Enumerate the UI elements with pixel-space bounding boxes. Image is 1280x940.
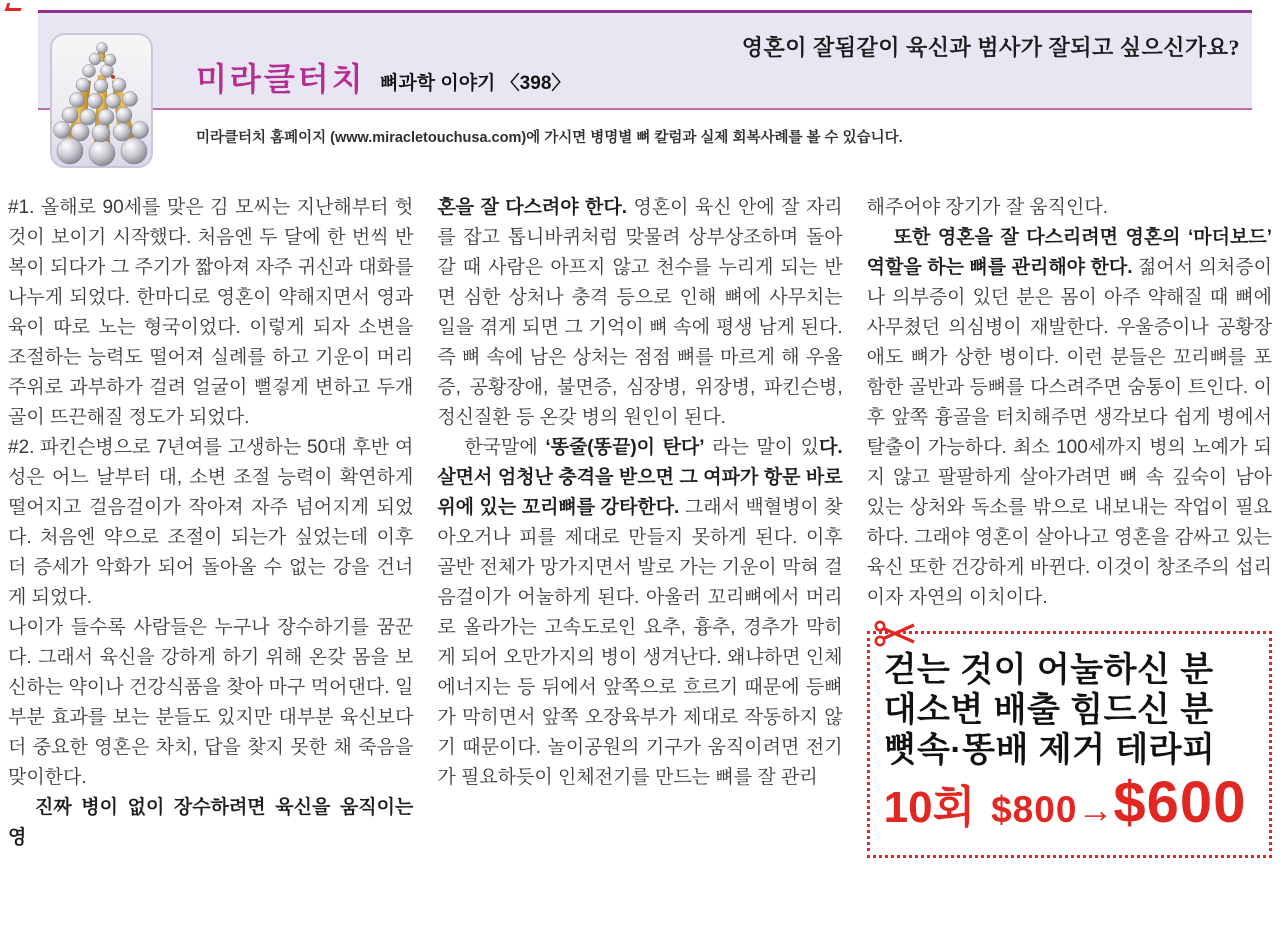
text-run: 나이가 들수록 사람들은 누구나 장수하기를 꿈꾼다. 그래서 육신을 강하게 하기 위해 온갖 몸을 보신하는 약이나 건강식품을 찾아 마구 먹어댄다. 일부분 효과를 보는 분들도 있지만 대부분 육신보다 더 중요한 영혼은 차치, 답을 찾지 못한 채 죽음을 맞이한다. — [8, 617, 414, 788]
bold-text-run: 진짜 병이 없이 장수하려면 육신을 움직이는 영 — [8, 797, 414, 848]
text-run: 해주어야 장기가 잘 움직인다. — [866, 197, 1109, 218]
ad-headline-3: 뼛속·똥배 제거 테라피 — [883, 731, 1216, 769]
article-paragraph — [8, 613, 413, 793]
bold-text-run: 또한 영혼을 잘 다스리려면 영혼의 ‘마더보드’ 역할을 하는 뼈를 관리해야 한다. — [866, 227, 1272, 278]
ad-old-price: $800 — [991, 789, 1078, 830]
bold-text-run: ‘똥줄(똥끝)이 탄다’ — [545, 437, 705, 458]
article-body — [8, 193, 1272, 940]
ad-headline-1: 걷는 것이 어눌하신 분 — [883, 651, 1214, 689]
brand-logo-photo-icon — [50, 33, 153, 168]
ad-session-count: 10회 — [883, 783, 976, 832]
header-tagline: 영혼이 잘됨같이 육신과 범사가 잘되고 싶으신가요? — [741, 35, 1240, 60]
ad-headline-2: 대소변 배출 힘드신 분 — [883, 691, 1214, 729]
article-column-3 — [867, 193, 1272, 940]
header-band — [38, 13, 1252, 110]
text-run: #2. 파킨슨병으로 7년여를 고생하는 50대 후반 여성은 어느 날부터 대, 소변 조절 능력이 확연하게 떨어지고 걸음걸이가 작아져 자주 넘어지게 되었다. 처음엔 약으로 조절이 되는가 싶었는데 이후 더 증세가 악화가 되어 돌아올 수 없는 강을 건너게 되었다. — [8, 437, 414, 608]
article-paragraph — [867, 193, 1272, 223]
text-run: 젊어서 의처증이나 의부증이 있던 분은 몸이 아주 약해질 때 뼈에 사무쳤던 의심병이 재발한다. 우울증이나 공황장애도 뼈가 상한 병이다. 이런 분들은 꼬리뼈를 포함한 골반과 등뼈를 다스려주면 숨통이 트인다. 이후 앞쪽 흉골을 터치해주면 생각보다 쉽게 병에서 탈출이 가능하다. 최소 100세까지 병의 노예가 되지 않고 팔팔하게 살아가려면 뼈 속 깊숙이 남아 있는 상처와 독소를 밖으로 내보내는 작업이 필요하다. 그래야 영혼이 살아나고 영혼을 감싸고 있는 육신 또한 건강하게 바뀐다. 이것이 창조주의 섭리이자 자연의 이치이다. — [866, 257, 1272, 608]
bold-text-run: 혼을 잘 다스려야 한다. — [437, 197, 628, 218]
scissors-icon — [874, 618, 920, 649]
article-paragraph — [8, 193, 413, 433]
article-column-2 — [437, 193, 842, 940]
brand-title: 미라클터치 — [196, 61, 366, 97]
article-paragraph — [8, 433, 413, 613]
article-paragraph — [867, 223, 1272, 613]
article-column-1 — [8, 193, 413, 940]
coupon-ad — [867, 631, 1272, 858]
text-run: 한국말에 — [464, 437, 546, 458]
homepage-note: 미라클터치 홈페이지 (www.miracletouchusa.com)에 가시면 병명별 뼈 칼럼과 실제 회복사례를 볼 수 있습니다. — [196, 130, 903, 146]
crop-mark — [5, 3, 24, 11]
right-arrow-icon: → — [1077, 789, 1114, 830]
ad-new-price: $600 — [1113, 770, 1247, 835]
text-run: #1. 올해로 90세를 맞은 김 모씨는 지난해부터 헛 것이 보이기 시작했다. 처음엔 두 달에 한 번씩 반복이 되다가 그 주기가 짧아져 자주 귀신과 대화를 나누게 되었다. 한마디로 영혼이 약해지면서 영과 육이 따로 노는 형국이었다. 이렇게 되자 소변을 조절하는 능력도 떨어져 실례를 하고 기운이 머리 주위로 과부하가 걸려 얼굴이 뻘겋게 변하고 두개골이 뜨끈해질 정도가 되었다. — [8, 197, 414, 428]
article-paragraph — [8, 793, 413, 853]
article-paragraph — [437, 193, 842, 433]
text-run: 그래서 백혈병이 찾아오거나 피를 제대로 만들지 못하게 된다. 이후 골반 전체가 망가지면서 발로 가는 기운이 막혀 걸음걸이가 어눌하게 된다. 아울러 꼬리뼈에서 머리로 올라가는 고속도로인 요추, 흉추, 경추가 막히게 되어 오만가지의 병이 생겨난다. 왜냐하면 인체 에너지는 등 뒤에서 앞쪽으로 흐르기 때문에 등뼈가 막히면서 앞쪽 오장육부가 제대로 작동하지 않기 때문이다. 놀이공원의 기구가 움직이려면 전기가 필요하듯이 인체전기를 만드는 뼈를 잘 관리 — [437, 497, 843, 788]
bold-text-run: 다. 살면서 엄청난 충격을 받으면 그 여파가 항문 바로 위에 있는 꼬리뼈를 강타한다. — [437, 437, 843, 518]
text-run: 영혼이 육신 안에 잘 자리를 잡고 톱니바퀴처럼 맞물려 상부상조하며 돌아갈 때 사람은 아프지 않고 천수를 누리게 되는 반면 심한 상처나 충격 등으로 인해 뼈에 사무치는 일을 겪게 되면 그 기억이 뼈 속에 평생 남게 된다. 즉 뼈 속에 남은 상처는 점점 뼈를 마르게 해 우울증, 공황장애, 불면증, 심장병, 위장병, 파킨슨병, 정신질환 등 온갖 병의 원인이 된다. — [437, 197, 843, 428]
article-column-3-text — [867, 193, 1272, 613]
ad-price-line — [883, 770, 1257, 845]
text-run: 라는 말이 있 — [704, 437, 820, 458]
series-title: 뼈과학 이야기 〈398〉 — [380, 73, 571, 94]
article-paragraph — [437, 433, 842, 793]
